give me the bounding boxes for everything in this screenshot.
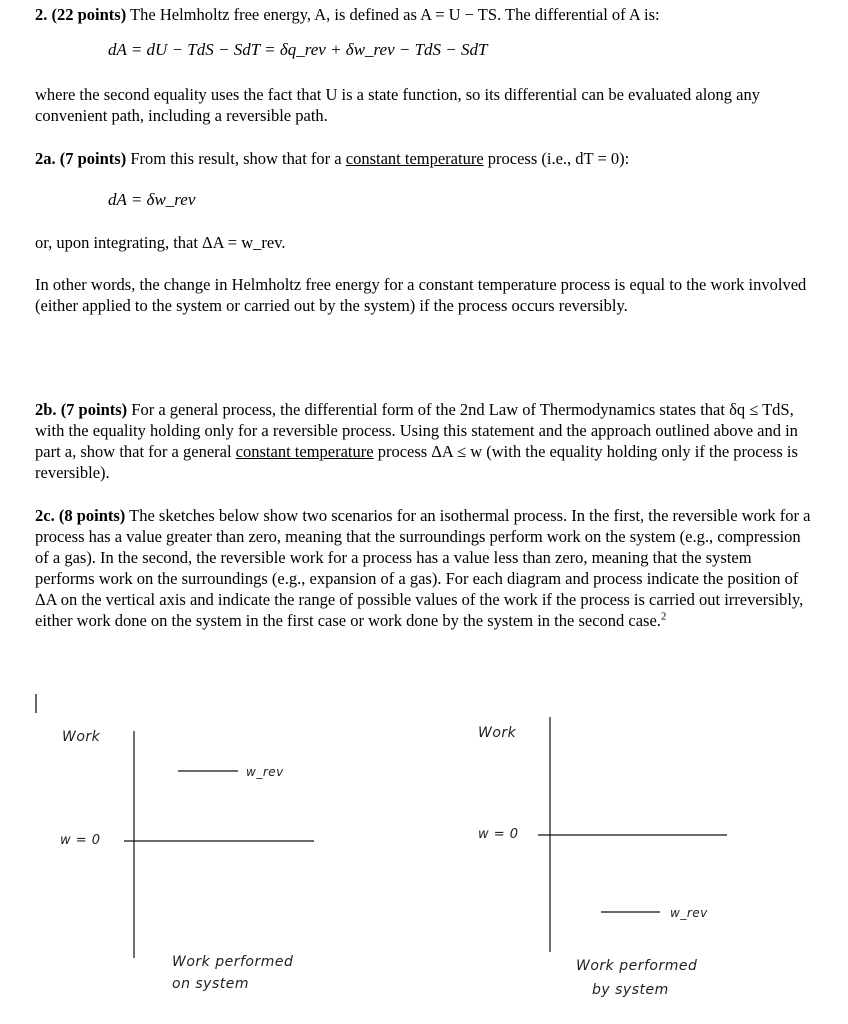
q2a-integrating: or, upon integrating, that ΔA = w_rev. bbox=[35, 233, 286, 252]
right-caption-line2: by system bbox=[592, 982, 669, 998]
left-axis-label: Work bbox=[62, 729, 101, 745]
q2b-text-part1: For a general process, the differential form of the 2nd Law of Thermodynamics states that δq ≤ TdS, with the equality holding only for a reversible process. Using this statement and the approach outlined above and in part a, show that for a general bbox=[35, 400, 798, 461]
equation-dA-wrev: dA = δw_rev bbox=[108, 190, 196, 209]
left-zero-label: w = 0 bbox=[60, 833, 101, 848]
q2a-other-words: In other words, the change in Helmholtz free energy for a constant temperature process is equal to the work involved (either applied to the system or carried out by the system) if the process occurs reversibly. bbox=[35, 275, 807, 315]
q2a-label: 2a. bbox=[35, 149, 56, 168]
right-zero-label: w = 0 bbox=[478, 827, 519, 842]
left-caption-line1: Work performed bbox=[172, 954, 294, 970]
left-caption-line2: on system bbox=[172, 976, 250, 992]
right-caption-line1: Work performed bbox=[576, 958, 698, 974]
q2b-label: 2b. bbox=[35, 400, 57, 419]
equation-dA-full: dA = dU − TdS − SdT = δq_rev + δw_rev − TdS − SdT bbox=[108, 40, 488, 59]
q2c-label: 2c. bbox=[35, 506, 55, 525]
right-axis-label: Work bbox=[478, 725, 517, 741]
q2a-underlined: constant temperature bbox=[345, 149, 484, 168]
q2c-points: (8 points) bbox=[58, 506, 126, 525]
q2a-points: (7 points) bbox=[59, 149, 127, 168]
q2-points: (22 points) bbox=[51, 5, 127, 24]
q2c-text: The sketches below show two scenarios for an isothermal process. In the first, the reversible work for a process has a value greater than zero, meaning that the surroundings perform work on the system (e.g., compression of a gas). In the second, the reversible work for a process has a value less than zero, meaning that the system performs work on the surroundings (e.g., expansion of a gas). For each diagram and process indicate the position of ΔA on the vertical axis and indicate the range of possible values of the work if the process is carried out irreversibly, either work done on the system in the first case or work done by the system in the second case. bbox=[35, 506, 811, 630]
right-wrev-label: w_rev bbox=[670, 906, 708, 920]
q2b-underlined: constant temperature bbox=[235, 442, 374, 461]
q2b-points: (7 points) bbox=[60, 400, 128, 419]
q2-intro-text: The Helmholtz free energy, A, is defined as A = U − TS. The differential of A is: bbox=[130, 5, 660, 24]
q2a-text-after: process (i.e., dT = 0): bbox=[487, 149, 630, 168]
q2b-text-part2: process ΔA ≤ w (with the equality holding only if the process is reversible). bbox=[35, 442, 798, 482]
q2-explanation: where the second equality uses the fact that U is a state function, so its differential can be evaluated along any convenient path, including a reversible path. bbox=[35, 85, 760, 125]
left-wrev-label: w_rev bbox=[246, 765, 284, 779]
q2-number: 2. bbox=[35, 5, 48, 24]
footnote-mark: 2 bbox=[660, 610, 667, 623]
q2a-text-before: From this result, show that for a bbox=[130, 149, 342, 168]
